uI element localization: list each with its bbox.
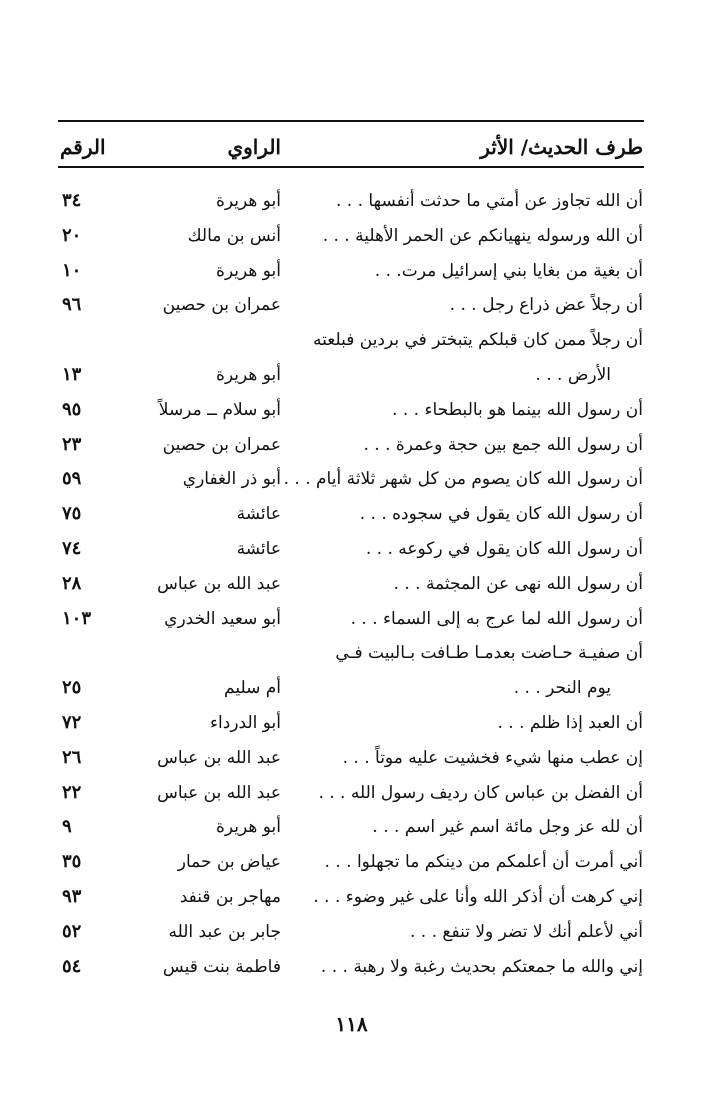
hadith-number: ٢٦ <box>62 746 82 768</box>
hadith-extract: أن العبد إذا ظلم . . . <box>497 712 643 733</box>
narrator: أبو هريرة <box>215 817 281 838</box>
table-row <box>0 219 703 254</box>
narrator: عياض بن حمار <box>177 852 281 873</box>
table-row <box>0 915 703 950</box>
table-row <box>0 810 703 845</box>
hadith-extract: أن لله عز وجل مائة اسم غير اسم . . . <box>372 817 643 838</box>
hadith-extract: أن رسول الله بينما هو بالبطحاء . . . <box>392 399 643 420</box>
table-row <box>0 497 703 532</box>
narrator: أبو هريرة <box>215 260 281 281</box>
hadith-number: ١٠٣ <box>62 607 92 629</box>
hadith-extract: أن رسول الله نهى عن المجثمة . . . <box>393 573 643 594</box>
narrator: عمران بن حصين <box>162 434 281 455</box>
column-header-hadith-extract: طرف الحديث/ الأثر <box>480 135 643 159</box>
hadith-extract: أن رسول الله كان يقول في ركوعه . . . <box>365 538 643 559</box>
table-row <box>0 358 703 393</box>
hadith-number: ٥٢ <box>62 920 82 942</box>
table-row <box>0 567 703 602</box>
narrator: جابر بن عبد الله <box>168 921 281 942</box>
narrator: عبد الله بن عباس <box>157 573 281 594</box>
hadith-number: ٧٤ <box>62 537 82 559</box>
hadith-extract: إني كرهت أن أذكر الله وأنا على غير وضوء . . . <box>313 886 643 907</box>
narrator: أبو ذر الغفاري <box>182 469 281 490</box>
table-row <box>0 462 703 497</box>
hadith-number: ٢٢ <box>62 781 82 803</box>
table-row <box>0 254 703 289</box>
narrator: أبو هريرة <box>215 191 281 211</box>
table-row <box>0 845 703 880</box>
hadith-extract: إني والله ما جمعتكم بحديث رغبة ولا رهبة . . . <box>320 956 643 977</box>
narrator: عبد الله بن عباس <box>157 747 281 768</box>
table-row <box>0 741 703 776</box>
hadith-extract: أني أمرت أن أعلمكم من دينكم ما تجهلوا . . . <box>324 852 643 873</box>
hadith-number: ٢٠ <box>62 224 82 246</box>
narrator: عائشة <box>236 504 281 525</box>
table-row <box>0 706 703 741</box>
narrator: أبو سلام ــ مرسلاً <box>158 399 281 420</box>
hadith-number: ٥٤ <box>62 955 82 977</box>
narrator: عمران بن حصين <box>162 295 281 316</box>
table-row <box>0 393 703 428</box>
narrator: أنس بن مالك <box>187 225 281 246</box>
hadith-number: ٢٨ <box>62 572 82 594</box>
table-row <box>0 532 703 567</box>
column-header-number: الرقم <box>60 135 106 159</box>
hadith-number: ٢٥ <box>62 677 82 699</box>
header-top-rule <box>58 120 644 122</box>
table-row <box>0 880 703 915</box>
hadith-extract: يوم النحر . . . <box>513 678 611 699</box>
column-header-narrator: الراوي <box>227 135 281 159</box>
hadith-extract: الأرض . . . <box>535 364 611 385</box>
narrator: أبو سعيد الخدري <box>164 608 281 629</box>
table-row <box>0 288 703 323</box>
table-row <box>0 323 703 358</box>
hadith-extract: أن رسول الله كان يصوم من كل شهر ثلاثة أيام . . . <box>283 469 643 490</box>
hadith-extract: أن الفضل بن عباس كان رديف رسول الله . . . <box>318 782 643 803</box>
narrator: أم سليم <box>224 678 281 699</box>
hadith-extract: أن رسول الله جمع بين حجة وعمرة . . . <box>363 434 643 455</box>
hadith-extract: أن رسول الله كان يقول في سجوده . . . <box>359 504 643 525</box>
hadith-number: ٩ <box>62 816 72 838</box>
page-number: ١١٨ <box>335 1012 368 1036</box>
table-row <box>0 776 703 811</box>
hadith-extract: أن بغية من بغايا بني إسرائيل مرت. . . <box>374 260 643 281</box>
table-row <box>0 184 703 219</box>
hadith-number: ٢٣ <box>62 433 82 455</box>
table-row <box>0 428 703 463</box>
narrator: فاطمة بنت قيس <box>162 956 281 977</box>
hadith-extract: أن رجلاً عض ذراع رجل . . . <box>449 295 643 316</box>
narrator: أبو الدرداء <box>210 712 281 733</box>
hadith-number: ٩٥ <box>62 398 82 420</box>
hadith-extract: أن صفيـة حـاضت بعدمـا طـافت بـالبيت فـي <box>335 643 643 664</box>
header-bottom-rule <box>58 166 644 168</box>
hadith-number: ٣٥ <box>62 851 82 873</box>
narrator: عائشة <box>236 538 281 559</box>
hadith-extract: أني لأعلم أنك لا تضر ولا تنفع . . . <box>410 921 643 942</box>
hadith-extract: أن الله تجاوز عن أمتي ما حدثت أنفسها . . . <box>336 191 643 211</box>
hadith-number: ٣٤ <box>62 190 82 211</box>
table-row <box>0 636 703 671</box>
narrator: عبد الله بن عباس <box>157 782 281 803</box>
narrator: مهاجر بن قنفد <box>179 886 281 907</box>
table-row <box>0 671 703 706</box>
index-table <box>0 184 703 984</box>
hadith-number: ٧٢ <box>62 711 82 733</box>
hadith-number: ٧٥ <box>62 503 82 525</box>
hadith-extract: أن الله ورسوله ينهيانكم عن الحمر الأهلية . . . <box>322 225 643 246</box>
table-row <box>0 950 703 985</box>
hadith-extract: أن رجلاً ممن كان قبلكم يتبختر في بردين فبلعته <box>313 330 643 351</box>
hadith-number: ٥٩ <box>62 468 82 490</box>
hadith-number: ٩٦ <box>62 294 82 316</box>
hadith-extract: أن رسول الله لما عرج به إلى السماء . . . <box>350 608 643 629</box>
table-row <box>0 602 703 637</box>
hadith-extract: إن عطب منها شيء فخشيت عليه موتاً . . . <box>342 747 643 768</box>
narrator: أبو هريرة <box>215 364 281 385</box>
hadith-number: ١٠ <box>62 259 82 281</box>
hadith-number: ٩٣ <box>62 885 82 907</box>
hadith-number: ١٣ <box>62 363 82 385</box>
